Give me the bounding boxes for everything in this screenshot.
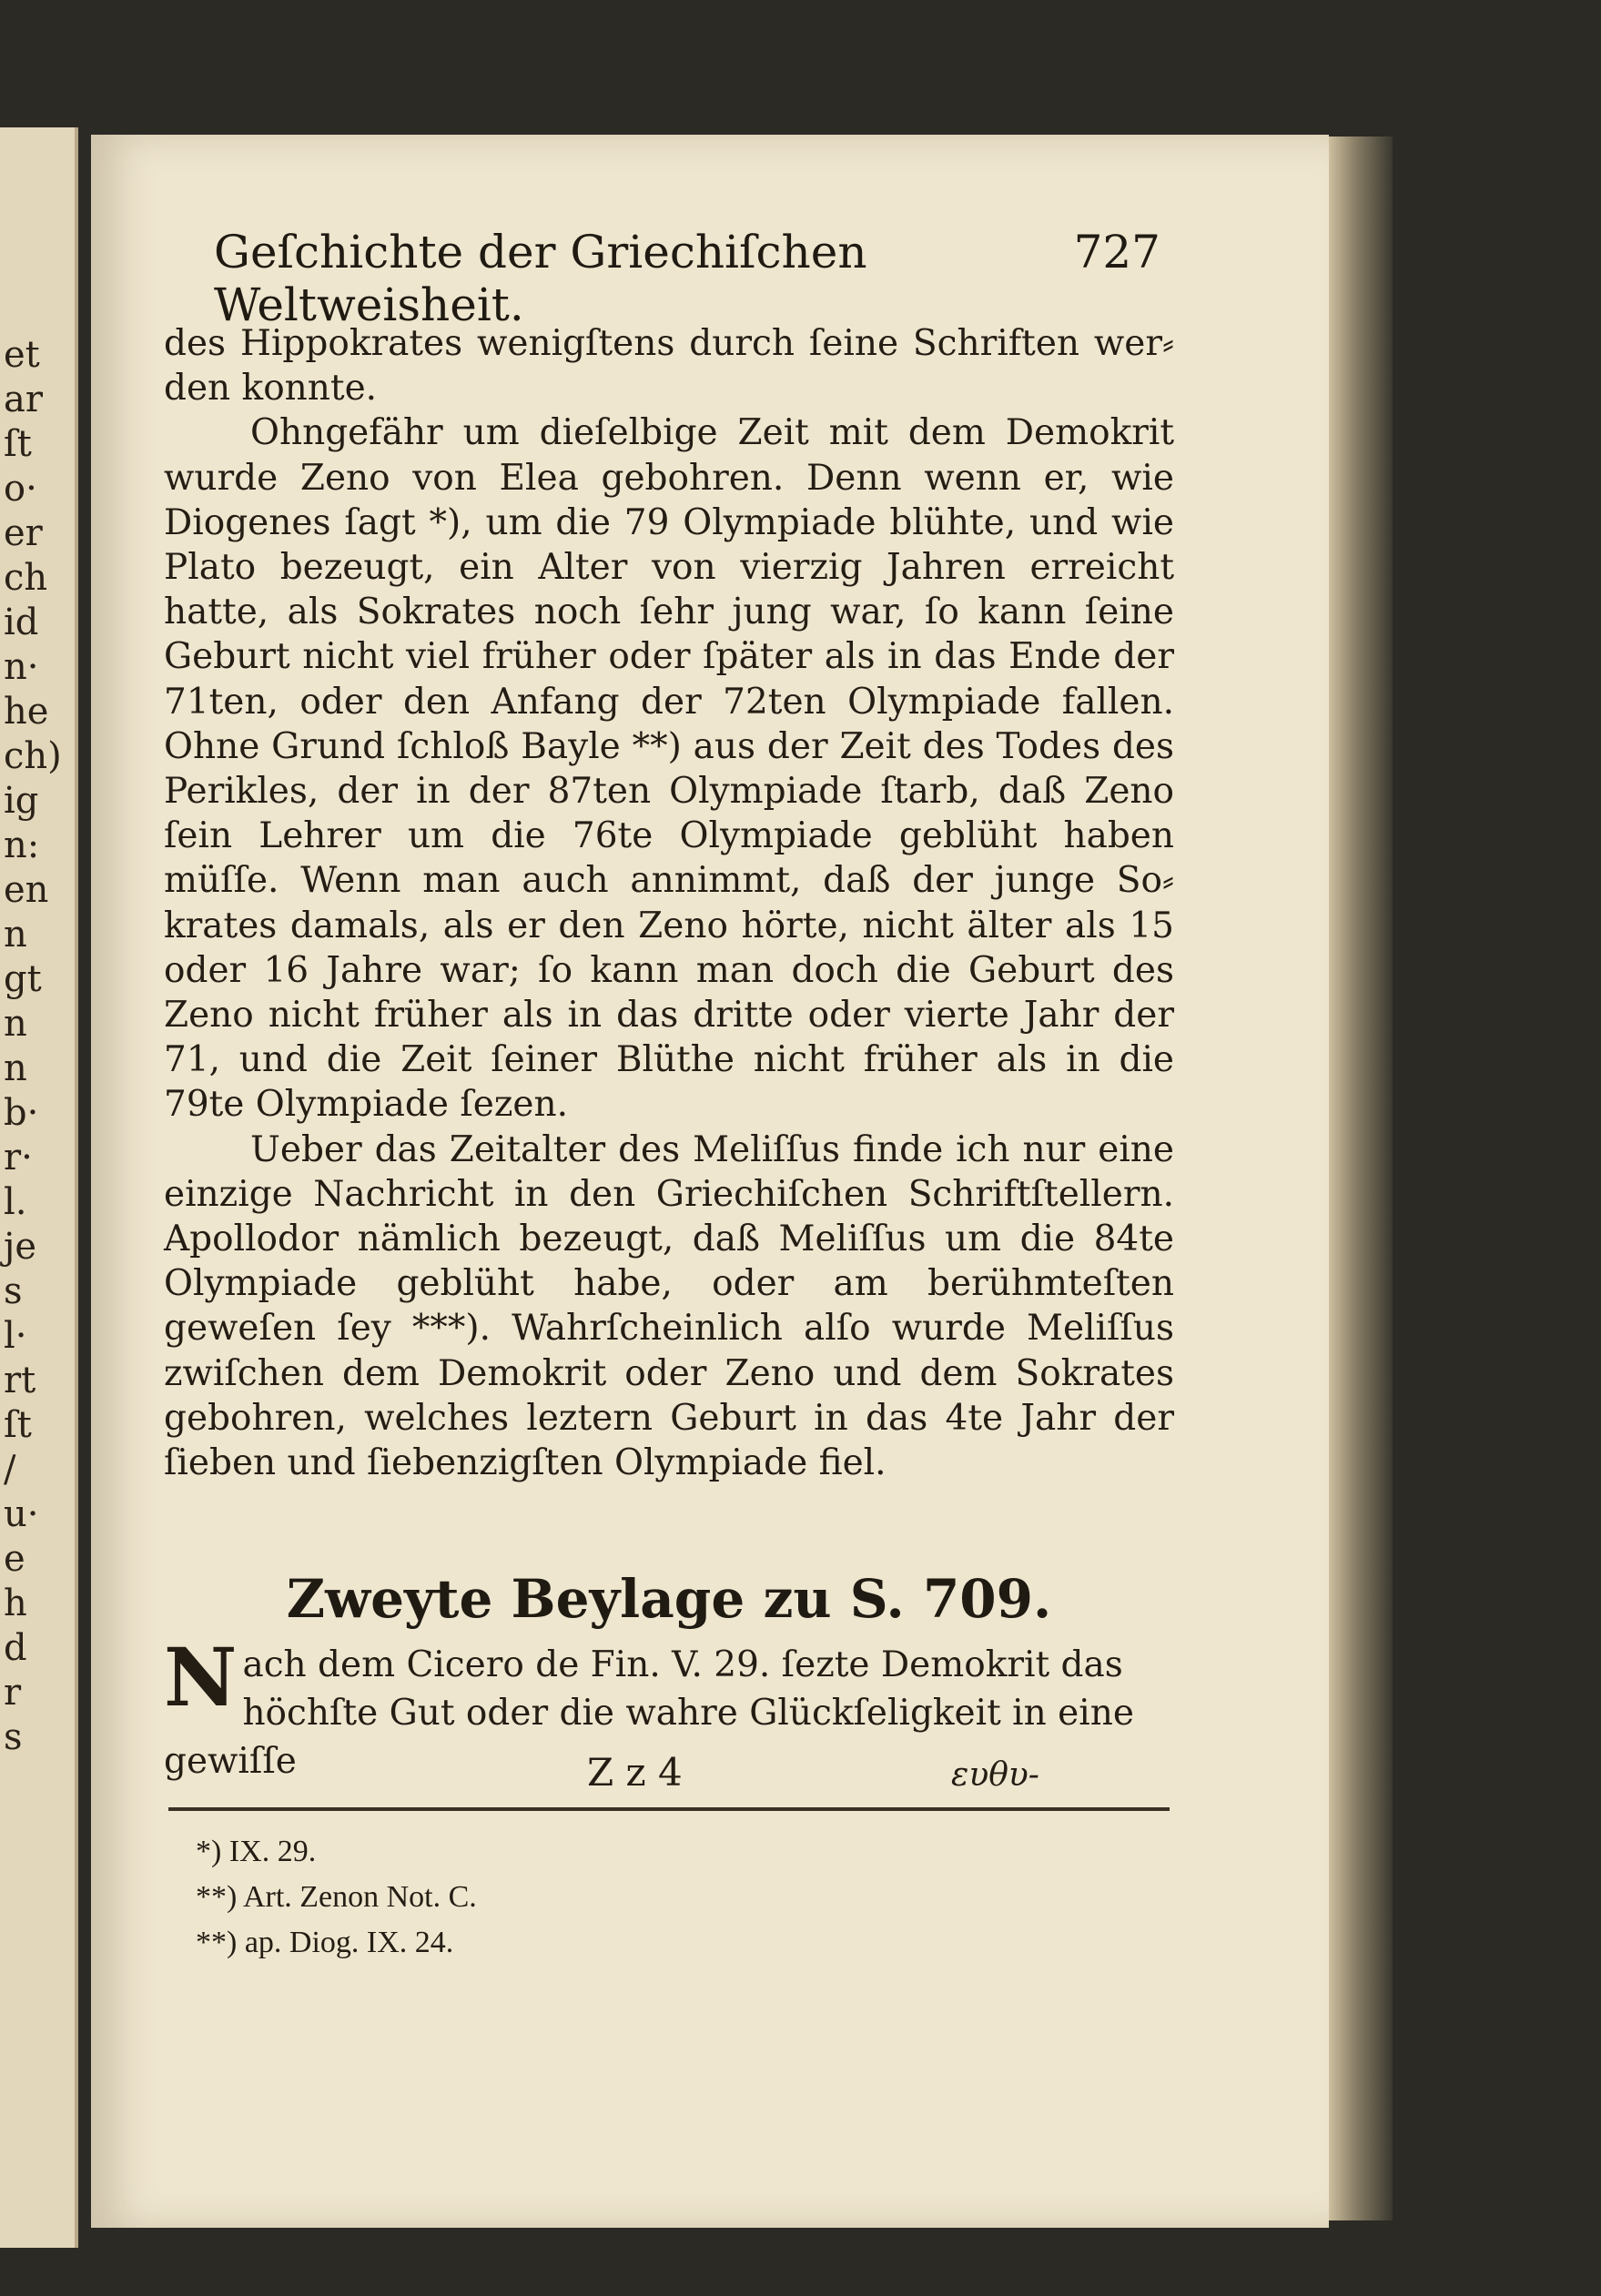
left-page-fragment: ſt: [4, 1404, 32, 1446]
left-page-fragment: n:: [4, 824, 40, 866]
left-page-fragment: b·: [4, 1092, 39, 1134]
running-head: [214, 226, 1160, 331]
footnotes: [196, 1829, 924, 1966]
left-page-fragment: n: [4, 914, 27, 956]
left-page-fragment: u·: [4, 1493, 39, 1535]
main-text: [164, 321, 1174, 1485]
left-page-fragment: d: [4, 1627, 27, 1669]
left-page-fragment: n·: [4, 646, 39, 688]
paragraph: Ohngefähr um dieſelbige Zeit mit dem Demokrit wurde Zeno von Elea gebohren. Denn wenn er, wie Diogenes ſagt *), um die 79 Olympiade blühte, und wie Plato bezeugt, ein Alter von vierzig Jahren erreicht hatte, als Sokrates noch ſehr jung war, ſo kann ſeine Geburt nicht viel früher oder ſpäter als in das Ende der 71ten, oder den Anfang der 72ten Olympiade fallen. Ohne Grund ſchloß Bayle **) aus der Zeit des Todes des Perikles, der in der 87ten Olympiade ſtarb, daß Zeno ſein Lehrer um die 76te Olympiade geblüht haben müſſe. Wenn man auch annimmt, daß der junge So⸗krates damals, als er den Zeno hörte, nicht älter als 15 oder 16 Jahre war; ſo kann man doch die Geburt des Zeno nicht früher als in das dritte oder vierte Jahr der 71, und die Zeit ſeiner Blüthe nicht früher als in die 79te Olympiade ſezen.: [164, 412, 1174, 1126]
left-page-fragment: o·: [4, 468, 37, 510]
left-page-fragment: h: [4, 1583, 27, 1624]
left-page-fragment: s: [4, 1716, 23, 1758]
left-page-fragment: ch): [4, 735, 62, 777]
left-page-fragment: gt: [4, 958, 42, 1000]
footnote-rule: [168, 1807, 1170, 1811]
footnote: **) Art. Zenon Not. C.: [196, 1880, 477, 1914]
page-edge: [1329, 137, 1393, 2220]
left-page-fragment: ſt: [4, 423, 32, 465]
left-page-fragment: en: [4, 869, 49, 911]
left-page-fragment: er: [4, 512, 43, 554]
paragraph: Ueber das Zeitalter des Meliſſus finde ich nur eine einzige Nachricht in den Griechiſchen Schriftſtellern. Apollodor nämlich bezeugt, daß Meliſſus um die 84te Olympiade geblüht habe, oder am berühmteſten geweſen ſey ***). Wahrſcheinlich alſo wurde Meliſſus zwiſchen dem Demokrit oder Zeno und dem Sokrates gebohren, welches leztern Geburt in das 4te Jahr der ſieben und ſiebenzigſten Olympiade fiel.: [164, 1128, 1174, 1484]
left-page-fragment: je: [4, 1226, 37, 1268]
book-page: [91, 135, 1329, 2228]
catchword: ευθυ-: [951, 1756, 1039, 1794]
previous-page-strip: [0, 127, 78, 2248]
left-page-fragment: n: [4, 1047, 27, 1089]
paragraph: des Hippokrates wenigſtens durch ſeine Schriften wer⸗den konnte.: [164, 323, 1174, 410]
section-paragraph: ach dem Cicero de Fin. V. 29. ſezte Demokrit das höchſte Gut oder die wahre Glückſeligkeit in eine gewiſſe: [164, 1644, 1134, 1782]
left-page-fragment: ar: [4, 379, 43, 420]
left-page-fragment: s: [4, 1270, 23, 1312]
left-page-fragment: et: [4, 334, 40, 376]
left-page-fragment: l·: [4, 1315, 27, 1357]
footnote: *) IX. 29.: [196, 1835, 317, 1868]
left-page-fragment: n: [4, 1003, 27, 1045]
signature-mark: Z z 4: [587, 1750, 683, 1795]
left-page-fragment: e: [4, 1538, 25, 1580]
left-page-fragment: rt: [4, 1360, 36, 1401]
running-head-title: Geſchichte der Griechiſchen Weltweisheit.: [214, 226, 867, 331]
left-page-fragment: r: [4, 1672, 22, 1714]
page-number: 727: [1073, 226, 1160, 278]
left-page-fragment: /: [4, 1449, 16, 1491]
left-page-fragment: he: [4, 691, 49, 733]
left-page-fragment: ig: [4, 780, 39, 822]
left-page-fragment: ch: [4, 557, 48, 599]
section-title: Zweyte Beylage zu S. 709.: [286, 1568, 1052, 1630]
left-page-fragment: id: [4, 602, 39, 643]
left-page-fragment: l.: [4, 1181, 27, 1223]
footnote: **) ap. Diog. IX. 24.: [196, 1926, 454, 1959]
left-page-fragment: r·: [4, 1137, 33, 1178]
drop-cap: N: [164, 1630, 238, 1725]
